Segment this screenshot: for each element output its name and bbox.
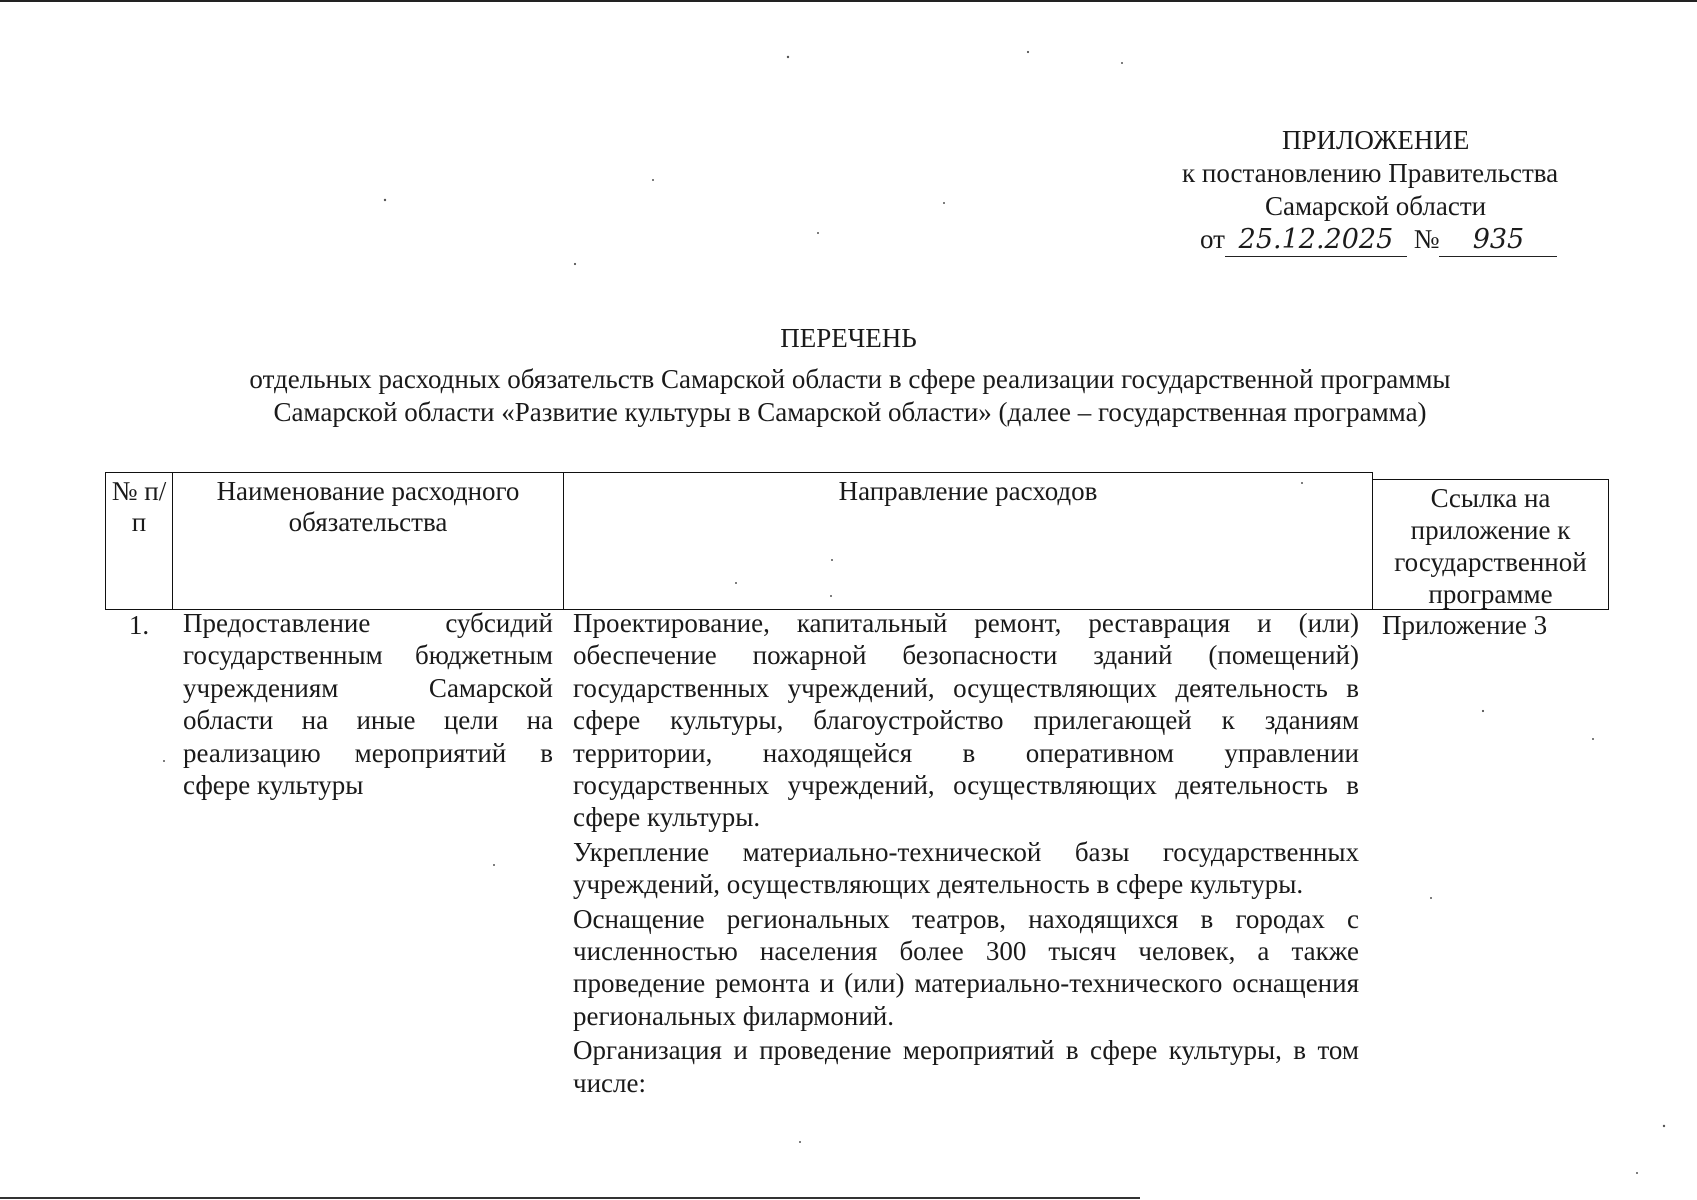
header-reference: Ссылка на приложение к государственной программе (1372, 479, 1609, 610)
document-subtitle (200, 363, 1500, 429)
subtitle-line-1: отдельных расходных обязательств Самарской области в сфере реализации государственной программы (249, 364, 1451, 394)
handwritten-date: 25.12.2025 (1225, 223, 1407, 257)
direction-item: Оснащение региональных театров, находящихся в городах с численностью населения более 300 тысяч человек, а также проведение ремонта и (или) материально-технического оснащения региональных филармоний. (573, 903, 1359, 1031)
header-direction: Направление расходов (563, 472, 1373, 610)
direction-item: Организация и проведение мероприятий в сфере культуры, в том числе: (573, 1035, 1359, 1098)
direction-item: Проектирование, капитальный ремонт, реставрация и (или) обеспечение пожарной безопасности зданий (помещений) государственных учреждений, осуществляющих деятельность в сфере культуры, благоустройство прилегающей к зданиям территории, находящейся в оперативном управлении государственных учреждений, осуществляющих деятельность в сфере культуры. (573, 608, 1359, 833)
scan-border-bottom (0, 1197, 1140, 1199)
appendix-region-line: Самарской области (1265, 191, 1487, 221)
date-prefix: от (1200, 224, 1225, 254)
appendix-resolution-line: к постановлению Правительства (1182, 158, 1559, 188)
direction-item: Укрепление материально-технической базы государственных учреждений, осуществляющих деятельность в сфере культуры. (573, 836, 1359, 900)
header-name: Наименование расходного обязательства (172, 472, 564, 610)
header-num: № п/п (105, 472, 173, 610)
subtitle-line-2: Самарской области «Развитие культуры в Самарской области» (далее – государственная программа) (273, 397, 1427, 427)
scan-border-top (0, 0, 1697, 2)
row-1-name: Предоставление субсидий государственным бюджетным учреждениям Самарской области на иные цели на реализацию мероприятий в сфере культуры (183, 608, 553, 801)
number-prefix: № (1413, 224, 1440, 254)
handwritten-number: 935 (1439, 223, 1557, 257)
appendix-date-line (1200, 223, 1557, 257)
row-1-directions (573, 607, 1359, 1101)
row-1-reference: Приложение 3 (1382, 610, 1548, 640)
row-1-num: 1. (128, 610, 150, 640)
document-title: ПЕРЕЧЕНЬ (780, 323, 917, 353)
appendix-title: ПРИЛОЖЕНИЕ (1282, 125, 1470, 155)
